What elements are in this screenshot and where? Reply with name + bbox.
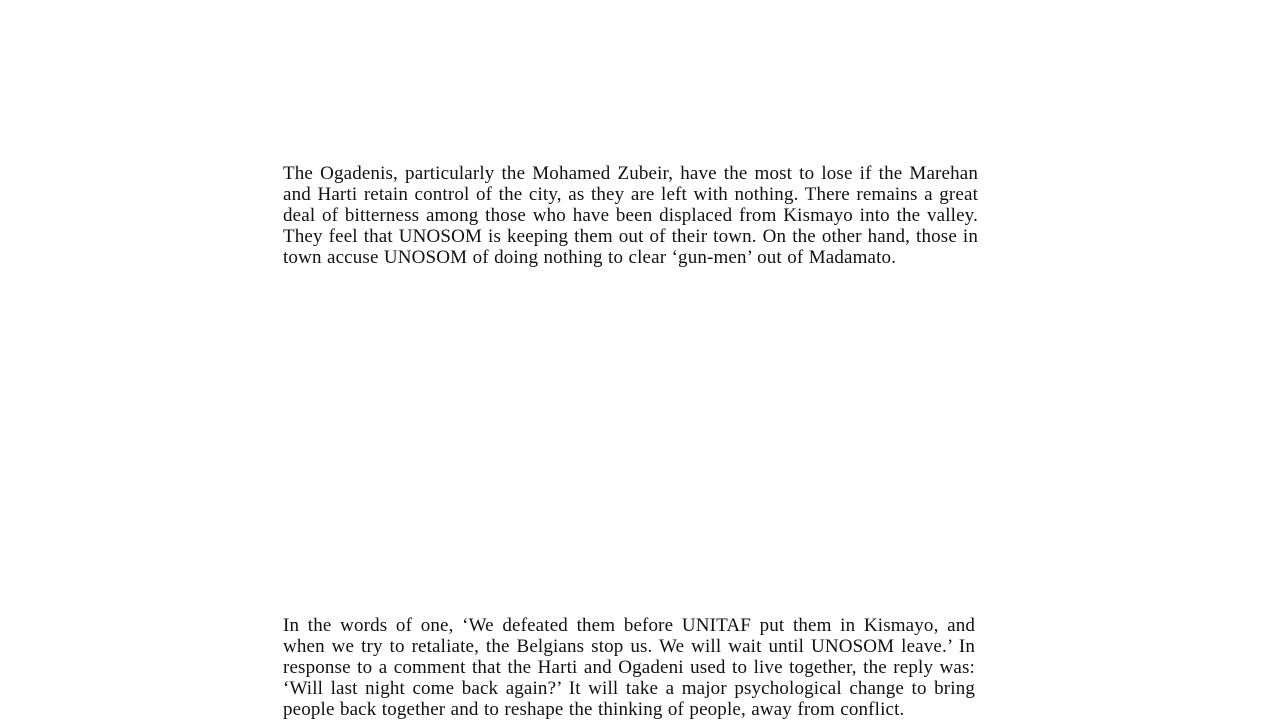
paragraph-words-of-one: In the words of one, ‘We defeated them before UNITAF put them in Kismayo, and when we try to retaliate, the Belgians stop us. We will wait until UNOSOM leave.’ In response to a comment that the Harti and Ogadeni used to live together, the reply was: ‘Will last night come back again?’ It will take a major psychological change to bring people back together and to reshape the thinking of people, away from conflict.: [283, 615, 975, 720]
paragraph-ogadenis: The Ogadenis, particularly the Mohamed Zubeir, have the most to lose if the Marehan and Harti retain control of the city, as they are left with nothing. There remains a great deal of bitterness among those who have been displaced from Kismayo into the valley. They feel that UNOSOM is keeping them out of their town. On the other hand, those in town accuse UNOSOM of doing nothing to clear ‘gun-men’ out of Madamato.: [283, 163, 978, 268]
